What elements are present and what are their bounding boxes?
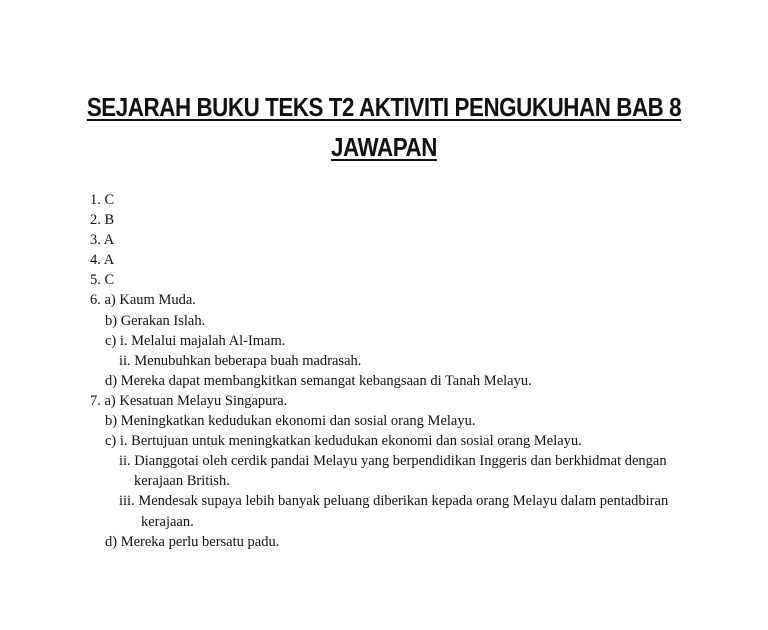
answer-line-3: 3. A [90, 232, 115, 249]
answer-line-1: 1. C [90, 192, 115, 208]
answer-line-7c-ii: ii. Dianggotai oleh cerdik pandai Melayu yang berpendidikan Inggeris dan berkhidmat dengan [119, 453, 667, 470]
answer-line-6a: 6. a) Kaum Muda. [90, 292, 196, 309]
answer-line-7c-iii: iii. Mendesak supaya lebih banyak peluang diberikan kepada orang Melayu dalam pentadbiran [119, 493, 669, 510]
answer-line-2: 2. B [90, 212, 115, 229]
document-title-line-2: JAWAPAN [331, 132, 437, 162]
answer-list [90, 190, 730, 552]
answer-line-6c-ii: ii. Menubuhkan beberapa buah madrasah. [119, 352, 362, 369]
answer-line-6b: b) Gerakan Islah. [105, 312, 206, 329]
answer-line-7c-ii-cont: kerajaan British. [134, 473, 230, 490]
answer-line-5: 5. C [90, 272, 115, 289]
answer-line-4: 4. A [90, 252, 115, 269]
answer-line-7d: d) Mereka perlu bersatu padu. [105, 533, 280, 550]
document-title-line-1: SEJARAH BUKU TEKS T2 AKTIVITI PENGUKUHAN BAB 8 [86, 92, 682, 122]
answer-line-6c-i: c) i. Melalui majalah Al-Imam. [105, 332, 286, 349]
answer-line-7c-i: c) i. Bertujuan untuk meningkatkan kedudukan ekonomi dan sosial orang Melayu. [105, 433, 582, 450]
answer-line-6d: d) Mereka dapat membangkitkan semangat kebangsaan di Tanah Melayu. [105, 372, 532, 389]
answer-line-7b: b) Meningkatkan kedudukan ekonomi dan sosial orang Melayu. [105, 413, 476, 430]
answer-line-7c-iii-cont: kerajaan. [141, 513, 194, 530]
answer-line-7a: 7. a) Kesatuan Melayu Singapura. [90, 392, 288, 409]
